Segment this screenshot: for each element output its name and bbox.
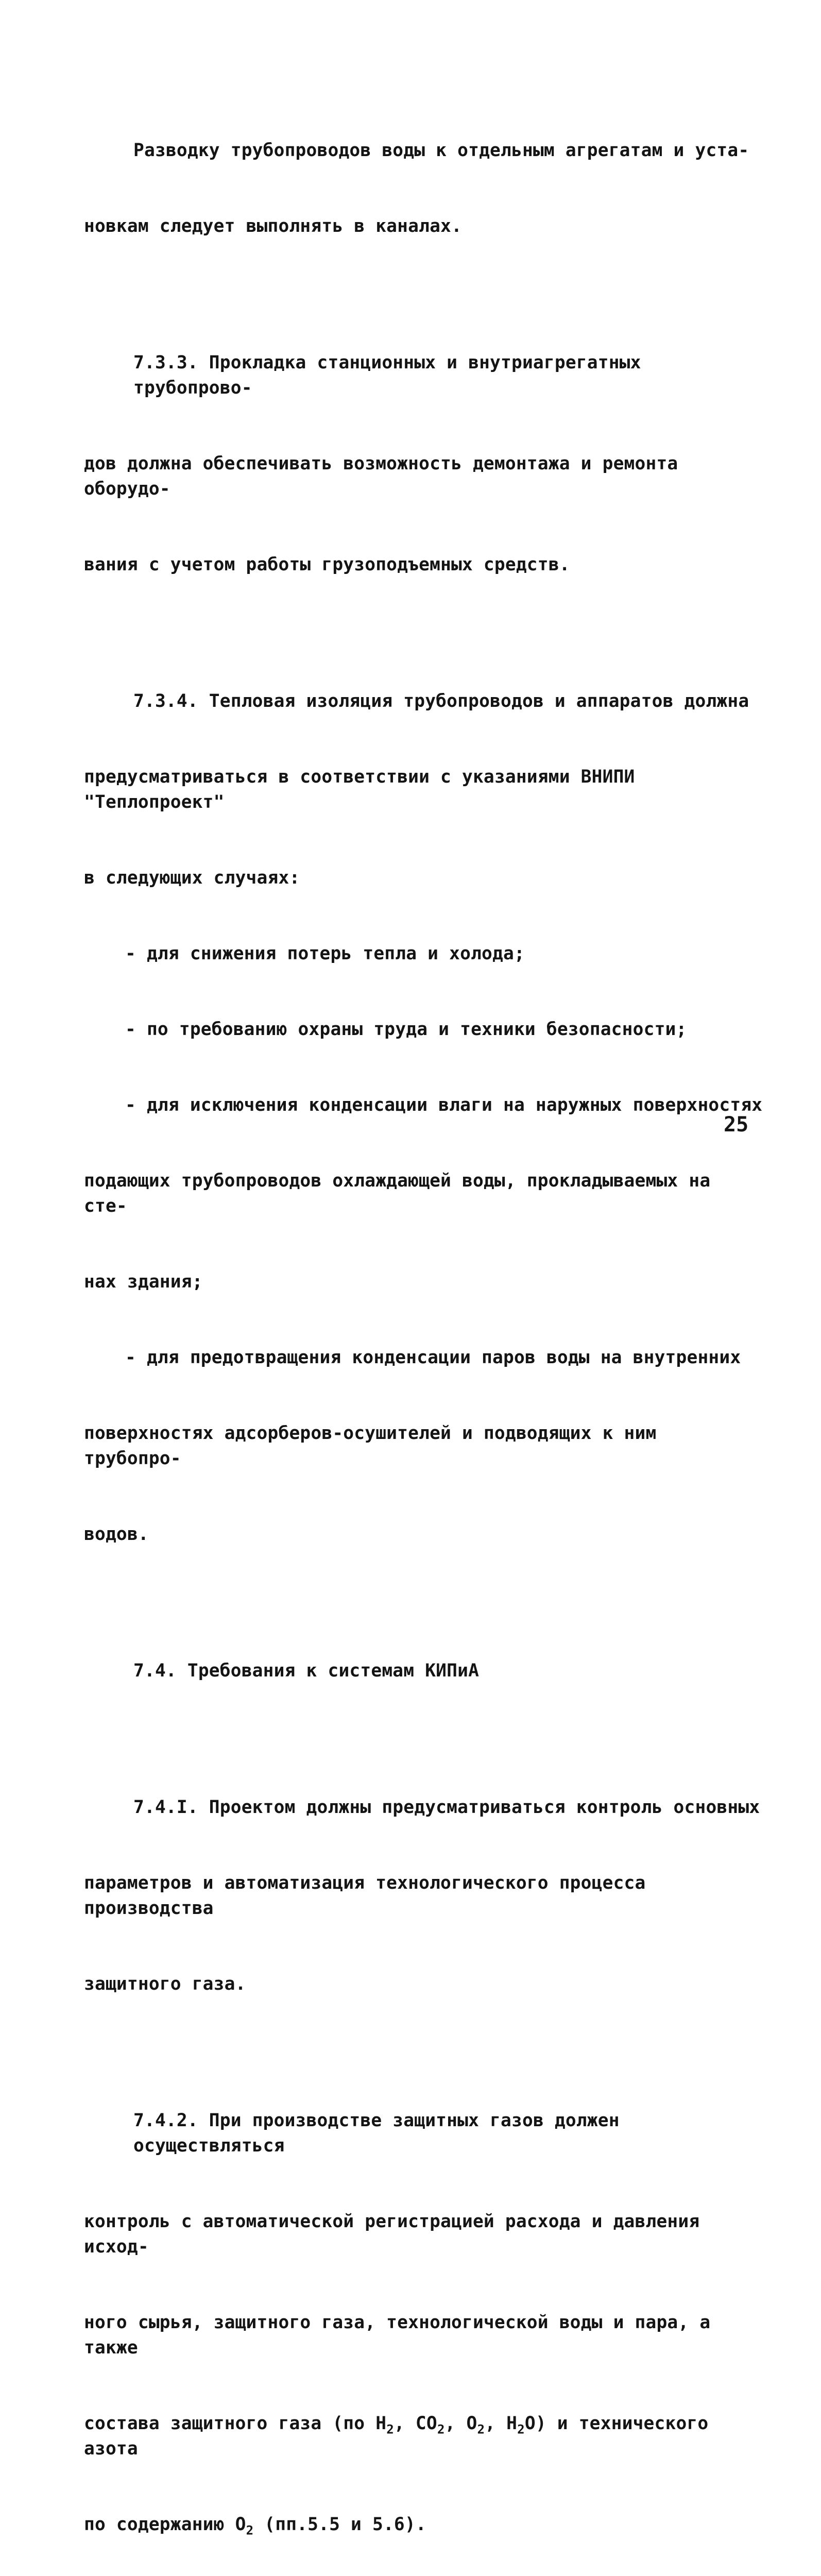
section-heading: 7.4. Требования к системам КИПиА [133, 1660, 480, 1681]
text-line: дов должна обеспечивать возможность демонтажа и ремонта оборудо- [84, 453, 689, 499]
subscript: 2 [386, 2422, 394, 2437]
text-fragment: , O [444, 2413, 477, 2434]
text-line: ного сырья, защитного газа, технологической воды и пара, а также [84, 2312, 722, 2358]
text-line: 7.4.I. Проектом должны предусматриваться контроль основных [133, 1797, 760, 1818]
text-line: предусматриваться в соответствии с указаниями ВНИПИ "Теплопроект" [84, 767, 646, 812]
paragraph-7-4-1 [84, 1744, 764, 2047]
paragraph-7-3-3 [84, 300, 764, 628]
text-line: 7.3.3. Прокладка станционных и внутриагрегатных трубопрово- [133, 352, 652, 398]
subscript: 2 [246, 2523, 254, 2538]
text-fragment: состава защитного газа (по H [84, 2413, 387, 2434]
text-line: защитного газа. [84, 1974, 246, 1994]
subscript: 2 [477, 2422, 485, 2437]
text-fragment: , H [485, 2413, 518, 2434]
text-line-formula [84, 2512, 764, 2537]
text-line: Разводку трубопроводов воды к отдельным агрегатам и уста- [133, 140, 749, 161]
text-fragment: O) и технического азота [84, 2413, 720, 2459]
text-line-formula [84, 2411, 764, 2462]
document-body [84, 88, 764, 2576]
text-line: в следующих случаях: [84, 868, 300, 888]
text-line: контроль с автоматической регистрацией расхода и давления исход- [84, 2211, 711, 2257]
text-line: водов. [84, 1524, 149, 1545]
text-fragment: (пп.5.5 и 5.6). [253, 2514, 426, 2535]
subscript: 2 [437, 2422, 445, 2437]
text-fragment: по содержанию O [84, 2514, 246, 2535]
text-line: параметров и автоматизация технологического процесса производства [84, 1873, 657, 1919]
text-line: поверхностях адсорберов-осушителей и подводящих к ним трубопро- [84, 1423, 668, 1469]
text-line: подающих трубопроводов охлаждающей воды, прокладываемых на сте- [84, 1171, 722, 1216]
text-line: нах здания; [84, 1272, 203, 1292]
paragraph-7-4-2 [84, 2058, 764, 2576]
list-item: - для исключения конденсации влаги на наружных поверхностях [125, 1095, 763, 1115]
page-number: 25 [724, 1113, 749, 1137]
text-line: вания с учетом работы грузоподъемных средств. [84, 554, 570, 575]
subscript: 2 [517, 2422, 525, 2437]
text-line: 7.4.2. При производстве защитных газов должен осуществляться [133, 2110, 630, 2156]
list-item: - для снижения потерь тепла и холода; [125, 943, 525, 964]
text-fragment: , CO [394, 2413, 437, 2434]
list-item: - для предотвращения конденсации паров воды на внутренних [125, 1347, 741, 1368]
paragraph-piping-routing [84, 88, 764, 290]
paragraph-7-3-4 [84, 638, 764, 1598]
text-line: 7.3.4. Тепловая изоляция трубопроводов и аппаратов должна [133, 691, 749, 711]
text-line: новкам следует выполнять в каналах. [84, 216, 462, 236]
section-heading-7-4 [84, 1608, 764, 1734]
list-item: - по требованию охраны труда и техники безопасности; [125, 1019, 687, 1040]
